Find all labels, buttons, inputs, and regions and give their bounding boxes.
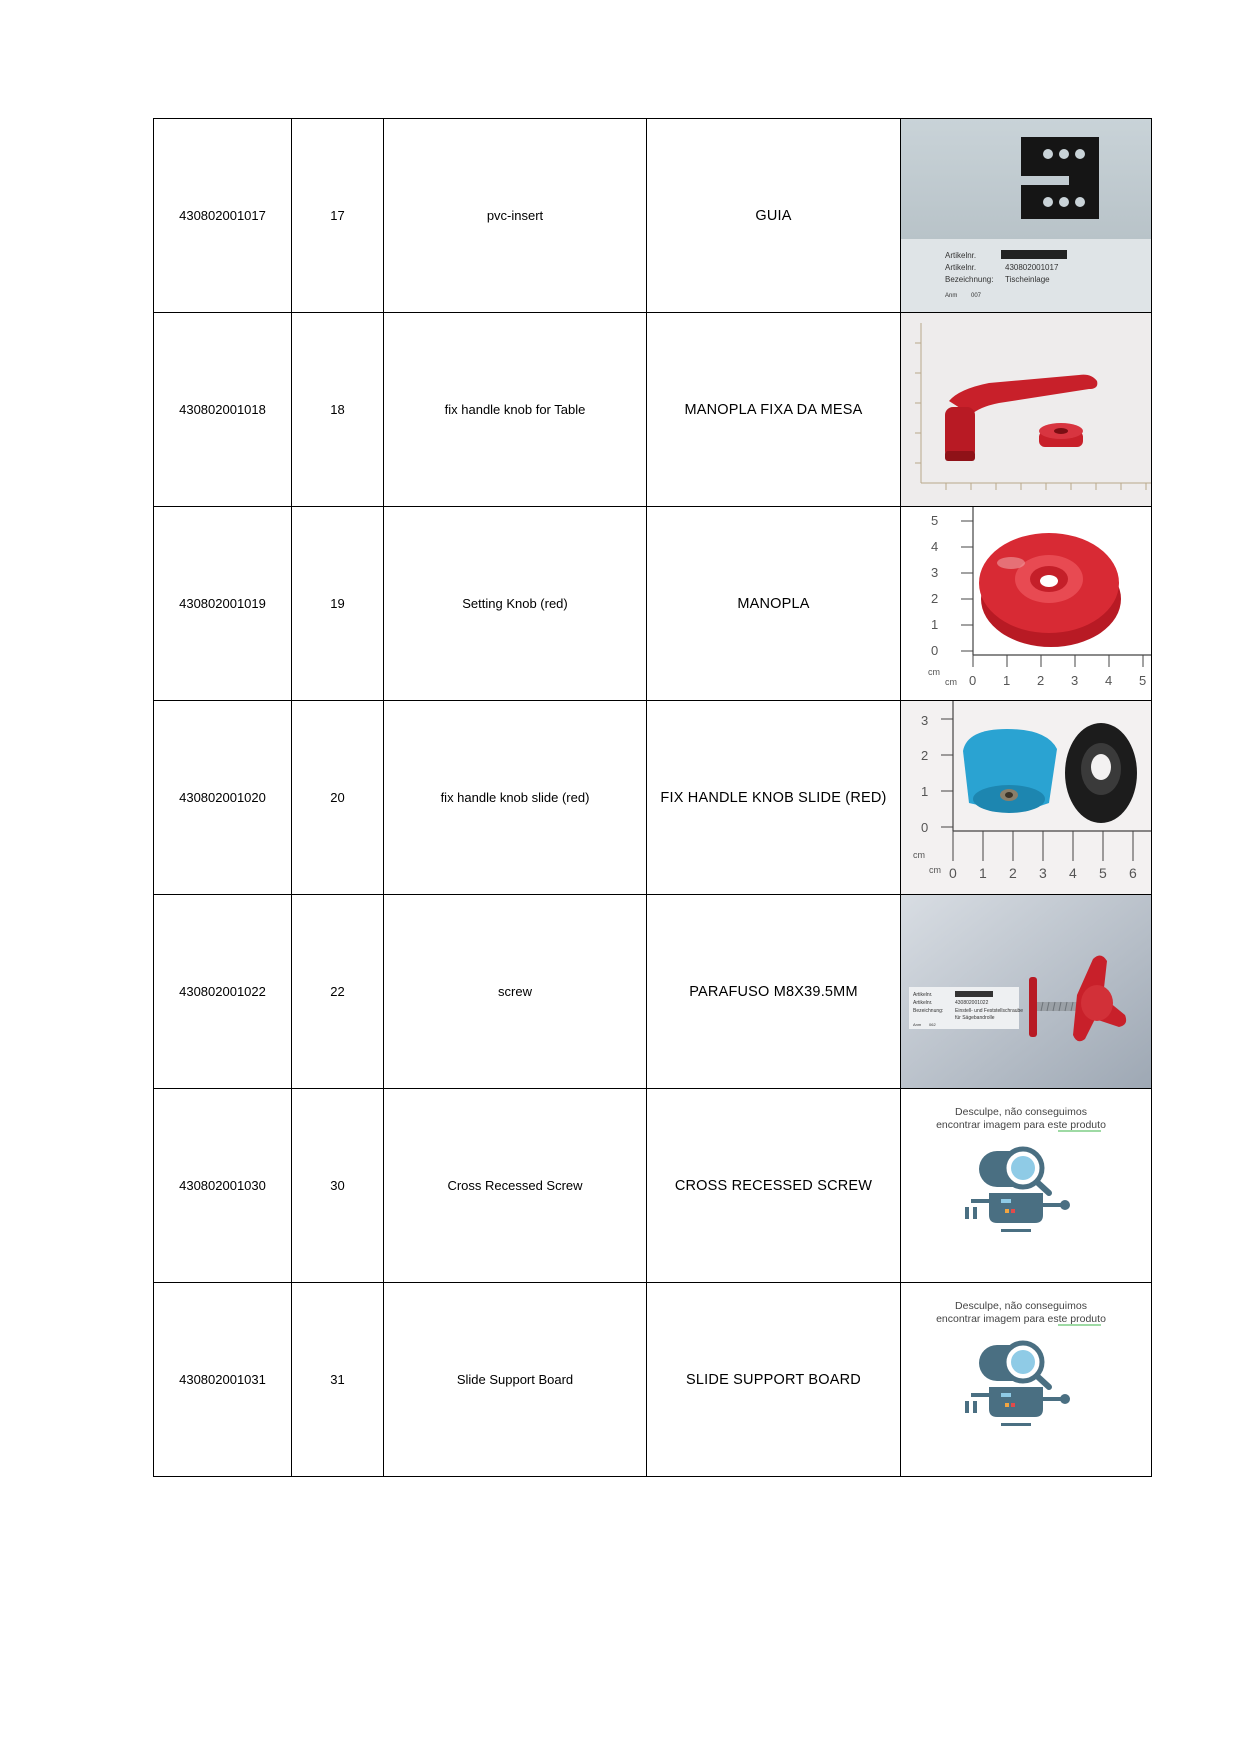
svg-text:Artikelnr.: Artikelnr. (913, 1000, 933, 1006)
svg-text:5: 5 (1139, 673, 1147, 688)
svg-text:Artikelnr.: Artikelnr. (913, 992, 933, 998)
description-pt: PARAFUSO M8X39.5MM (647, 895, 901, 1089)
svg-text:3: 3 (931, 565, 939, 580)
placeholder-line-2: encontrar imagem para este produto (936, 1313, 1106, 1325)
photo-setting-knob (901, 507, 1151, 700)
product-photo-cell (901, 119, 1152, 313)
svg-text:cm: cm (913, 850, 925, 860)
svg-text:cm: cm (945, 677, 957, 687)
svg-text:Anm: Anm (945, 293, 958, 299)
svg-text:3: 3 (1071, 673, 1079, 688)
svg-text:1: 1 (931, 617, 939, 632)
table-row (154, 313, 1152, 507)
svg-text:für Sägebandrolle: für Sägebandrolle (955, 1015, 995, 1021)
product-photo-cell (901, 507, 1152, 701)
svg-text:007: 007 (971, 293, 982, 299)
svg-text:5: 5 (1099, 865, 1107, 881)
description-en: fix handle knob slide (red) (384, 701, 647, 895)
table-row (154, 701, 1152, 895)
product-photo-cell (901, 1089, 1152, 1283)
barcode (1001, 250, 1067, 259)
svg-text:2: 2 (1009, 865, 1017, 881)
svg-text:6: 6 (1129, 865, 1137, 881)
svg-text:062: 062 (929, 1022, 936, 1027)
svg-text:2: 2 (931, 591, 939, 606)
svg-text:1: 1 (979, 865, 987, 881)
position-number: 31 (292, 1283, 384, 1477)
article-number: 430802001022 (154, 895, 292, 1089)
parts-table (153, 118, 1152, 1477)
description-en: Cross Recessed Screw (384, 1089, 647, 1283)
svg-text:5: 5 (931, 513, 939, 528)
svg-text:0: 0 (969, 673, 977, 688)
position-number: 19 (292, 507, 384, 701)
description-en: Slide Support Board (384, 1283, 647, 1477)
product-photo-cell (901, 313, 1152, 507)
photo-table-handle (901, 313, 1151, 506)
svg-text:Anm: Anm (913, 1022, 922, 1027)
article-number: 430802001019 (154, 507, 292, 701)
table-row (154, 119, 1152, 313)
product-photo-cell (901, 701, 1152, 895)
description-pt: FIX HANDLE KNOB SLIDE (RED) (647, 701, 901, 895)
photo-knob-slide (901, 701, 1151, 894)
table-row (154, 1089, 1152, 1283)
svg-text:1: 1 (1003, 673, 1011, 688)
svg-text:Bezeichnung:: Bezeichnung: (945, 275, 994, 284)
article-number: 430802001020 (154, 701, 292, 895)
svg-text:cm: cm (929, 865, 941, 875)
svg-text:3: 3 (921, 713, 929, 728)
description-en: fix handle knob for Table (384, 313, 647, 507)
position-number: 20 (292, 701, 384, 895)
svg-text:430802001017: 430802001017 (1005, 263, 1059, 272)
svg-text:Einstell- und Feststellschraub: Einstell- und Feststellschraube (955, 1008, 1024, 1014)
article-number: 430802001030 (154, 1089, 292, 1283)
svg-text:3: 3 (1039, 865, 1047, 881)
svg-text:Bezeichnung:: Bezeichnung: (913, 1008, 944, 1014)
svg-text:4: 4 (931, 539, 939, 554)
article-number: 430802001018 (154, 313, 292, 507)
description-pt: MANOPLA (647, 507, 901, 701)
svg-text:0: 0 (921, 820, 929, 835)
svg-text:4: 4 (1105, 673, 1113, 688)
svg-text:430802001022: 430802001022 (955, 1000, 989, 1006)
svg-text:Artikelnr.: Artikelnr. (945, 251, 977, 260)
placeholder-line-1: Desculpe, não conseguimos (955, 1106, 1087, 1118)
svg-text:2: 2 (921, 748, 929, 763)
svg-text:0: 0 (949, 865, 957, 881)
position-number: 22 (292, 895, 384, 1089)
svg-text:0: 0 (931, 643, 939, 658)
article-number: 430802001031 (154, 1283, 292, 1477)
table-row (154, 895, 1152, 1089)
svg-text:1: 1 (921, 784, 929, 799)
position-number: 30 (292, 1089, 384, 1283)
description-pt: SLIDE SUPPORT BOARD (647, 1283, 901, 1477)
description-en: Setting Knob (red) (384, 507, 647, 701)
no-image-placeholder (901, 1283, 1151, 1476)
svg-text:4: 4 (1069, 865, 1077, 881)
description-en: pvc-insert (384, 119, 647, 313)
placeholder-line-2: encontrar imagem para este produto (936, 1119, 1106, 1131)
description-pt: CROSS RECESSED SCREW (647, 1089, 901, 1283)
no-image-placeholder (901, 1089, 1151, 1282)
placeholder-line-1: Desculpe, não conseguimos (955, 1300, 1087, 1312)
svg-text:Tischeinlage: Tischeinlage (1005, 275, 1050, 284)
position-number: 17 (292, 119, 384, 313)
description-en: screw (384, 895, 647, 1089)
table-row (154, 507, 1152, 701)
photo-screw (901, 895, 1151, 1088)
svg-text:Artikelnr.: Artikelnr. (945, 263, 977, 272)
product-photo-cell (901, 895, 1152, 1089)
description-pt: MANOPLA FIXA DA MESA (647, 313, 901, 507)
position-number: 18 (292, 313, 384, 507)
svg-text:cm: cm (928, 667, 940, 677)
product-photo-cell (901, 1283, 1152, 1477)
photo-pvc-insert (901, 119, 1151, 312)
article-number: 430802001017 (154, 119, 292, 313)
description-pt: GUIA (647, 119, 901, 313)
svg-text:2: 2 (1037, 673, 1045, 688)
barcode (955, 991, 993, 997)
table-row (154, 1283, 1152, 1477)
